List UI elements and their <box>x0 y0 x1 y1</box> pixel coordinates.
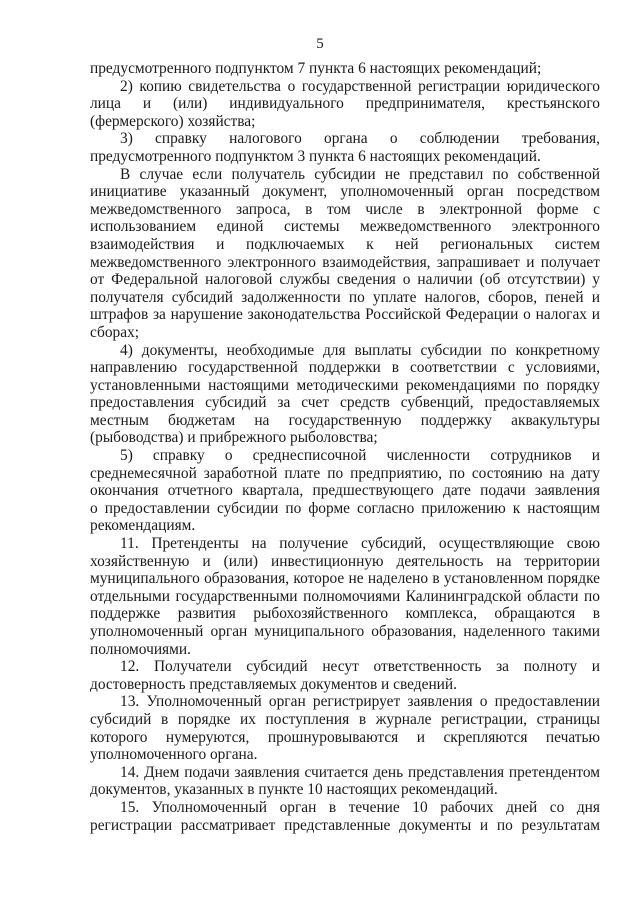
document-body <box>90 60 600 834</box>
paragraph <box>90 535 600 658</box>
text-line: 2) копию свидетельства о государственной регистрации юридического <box>120 77 600 95</box>
text-line: инициативе указанный документ, уполномоченный орган посредством <box>90 183 600 201</box>
text-line: предусмотренного подпунктом 3 пункта 6 настоящих рекомендаций. <box>90 147 541 165</box>
text-line: (рыбоводства) и прибрежного рыболовства; <box>90 429 378 447</box>
paragraph <box>90 799 600 834</box>
text-line: использованием единой системы межведомственного электронного <box>90 218 600 236</box>
text-line: документов, указанных в пункте 10 настоящих рекомендаций. <box>90 781 498 799</box>
text-line: от Федеральной налоговой службы сведения о наличии (об отсутствии) у <box>90 271 600 289</box>
text-line: 12. Получатели субсидий несут ответственность за полноту и <box>120 658 600 676</box>
text-line: взаимодействия и подключаемых к ней региональных систем <box>90 235 600 253</box>
text-line: рекомендациям. <box>90 517 196 535</box>
text-line: уполномоченный орган муниципального образования, наделенного такими <box>90 623 600 640</box>
text-line: лица и (или) индивидуального предпринимателя, крестьянского <box>90 95 600 113</box>
paragraph <box>90 658 600 693</box>
text-line: полномочиями. <box>90 640 191 658</box>
text-line: В случае если получатель субсидии не представил по собственной <box>120 165 600 183</box>
text-line: окончания отчетного квартала, предшествующего дате подачи заявления <box>90 482 600 500</box>
text-line: поддержке развития рыбохозяйственного комплекса, обращаются в <box>90 605 600 623</box>
text-line: регистрации рассматривает представленные документы и по результатам <box>90 816 600 834</box>
paragraph <box>90 764 600 799</box>
text-line: получателя субсидий задолженности по уплате налогов, сборов, пеней и <box>90 288 600 306</box>
text-line: которого нумеруются, прошнуровываются и скрепляются печатью <box>90 728 600 746</box>
paragraph <box>90 166 600 342</box>
text-line: 13. Уполномоченный орган регистрирует заявления о предоставлении <box>120 693 600 711</box>
text-line: 11. Претенденты на получение субсидий, осуществляющие свою <box>120 535 600 553</box>
text-line: 15. Уполномоченный орган в течение 10 рабочих дней со дня <box>120 798 600 816</box>
paragraph <box>90 60 600 78</box>
paragraph <box>90 447 600 535</box>
text-line: местным бюджетам на государственную поддержку аквакультуры <box>90 411 600 429</box>
text-line: субсидий в порядке их поступления в журнале регистрации, страницы <box>90 710 600 728</box>
paragraph <box>90 130 600 165</box>
text-line: 14. Днем подачи заявления считается день представления претендентом <box>120 763 600 781</box>
paragraph <box>90 78 600 131</box>
text-line: среднемесячной заработной плате по предприятию, по состоянию на дату <box>90 464 600 482</box>
text-line: 3) справку налогового органа о соблюдении требования, <box>120 130 600 148</box>
text-line: достоверность представляемых документов и сведений. <box>90 675 457 693</box>
page-number: 5 <box>316 36 324 52</box>
text-line: предусмотренного подпунктом 7 пункта 6 настоящих рекомендаций; <box>90 60 542 77</box>
text-line: о предоставлении субсидии по форме согласно приложению к настоящим <box>90 499 600 517</box>
text-line: штрафов за нарушение законодательства Российской Федерации о налогах и <box>90 306 600 324</box>
text-line: отдельными государственными полномочиями Калининградской области по <box>90 587 600 605</box>
text-line: хозяйственную и (или) инвестиционную деятельность на территории <box>90 552 600 570</box>
text-line: установленными настоящими методическими рекомендациями по порядку <box>90 376 600 394</box>
text-line: 4) документы, необходимые для выплаты субсидии по конкретному <box>120 341 600 359</box>
text-line: направлению государственной поддержки в соответствии с условиями, <box>90 359 600 377</box>
text-line: 5) справку о среднесписочной численности сотрудников и <box>120 447 600 465</box>
text-line: муниципального образования, которое не наделено в установленном порядке <box>90 570 600 588</box>
text-line: межведомственного электронного взаимодействия, запрашивает и получает <box>90 253 600 271</box>
text-line: уполномоченного органа. <box>90 746 258 764</box>
text-line: предоставления субсидий за счет средств субвенций, предоставляемых <box>90 394 600 412</box>
text-line: сборах; <box>90 323 140 341</box>
text-line: межведомственного запроса, в том числе в электронной форме с <box>90 200 600 218</box>
text-line: (фермерского) хозяйства; <box>90 112 256 130</box>
paragraph <box>90 342 600 448</box>
paragraph <box>90 693 600 763</box>
